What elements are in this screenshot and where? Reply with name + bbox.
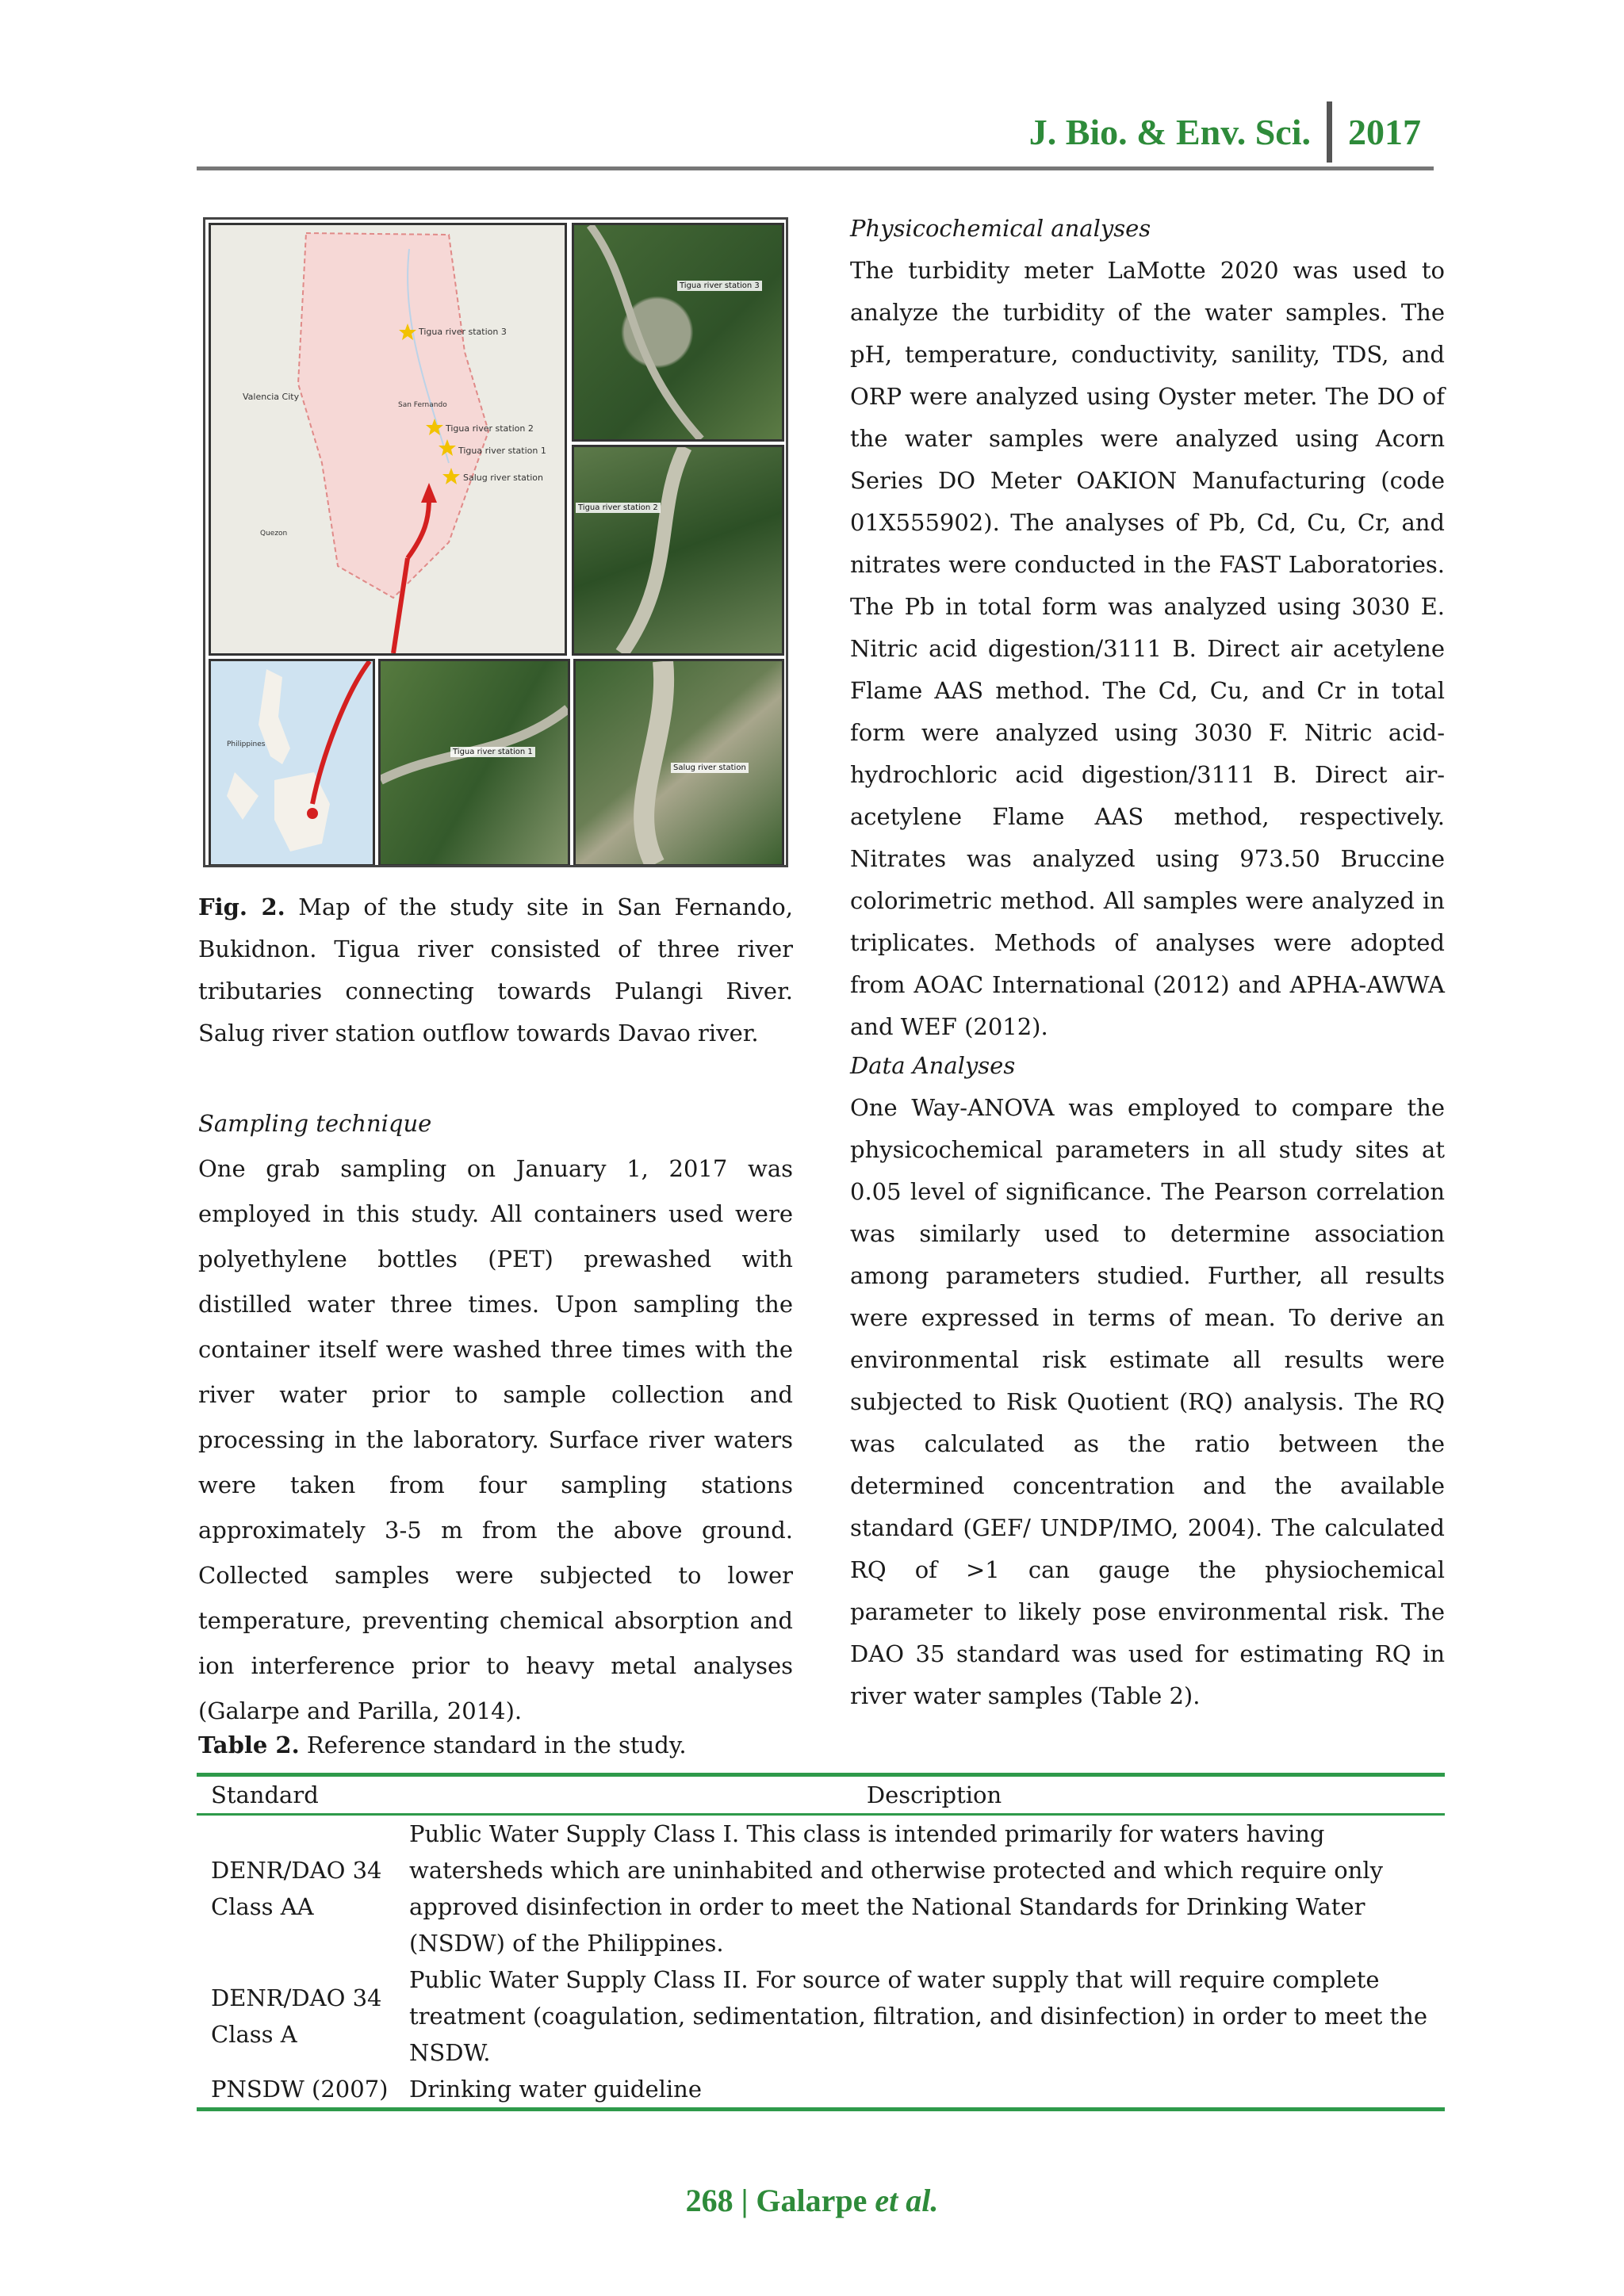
map-drawing bbox=[211, 225, 565, 653]
philippines-inset-map bbox=[209, 659, 375, 867]
caption-label: Fig. 2. bbox=[198, 894, 285, 920]
reference-standard-table bbox=[197, 1773, 1445, 2111]
map-label-quezon: Quezon bbox=[260, 530, 288, 538]
figure-2-study-site-map bbox=[203, 217, 788, 867]
table-row bbox=[197, 1815, 1445, 1962]
running-header bbox=[1029, 101, 1421, 163]
inset-label-philippines: Philippines bbox=[227, 740, 266, 748]
inset-drawing bbox=[211, 661, 373, 864]
satellite-station1 bbox=[378, 659, 570, 867]
caption-text: Map of the study site in San Fernando, Bukidnon. Tigua river consisted of three river tributaries connecting towards Pulangi River. Salug river station outflow towards Davao river. bbox=[198, 894, 793, 1047]
sat1-river bbox=[574, 225, 782, 439]
map-label-station2: Tigua river station 2 bbox=[446, 423, 534, 434]
row-description: Drinking water guideline bbox=[409, 2076, 703, 2103]
table-title bbox=[198, 1732, 687, 1758]
table-label: Table 2. bbox=[198, 1732, 300, 1758]
map-label-san-fernando: San Fernando bbox=[398, 401, 447, 409]
row-description: Public Water Supply Class II. For source of water supply that will require complete treatment (coagulation, sedimentation, filtration, and disinfection) in order to meet the NSDW. bbox=[409, 1966, 1428, 2066]
sat-label-station1: Tigua river station 1 bbox=[450, 747, 535, 757]
sampling-body: One grab sampling on January 1, 2017 was employed in this study. All containers used were polyethylene bottles (PET) prewashed with distilled water three times. Upon sampling the container itself were washed three times with the river water prior to sample collection and processing in the laboratory. Surface river waters were taken from four sampling stations approximately 3-5 m from the above ground. Collected samples were subjected to lower temperature, preventing chemical absorption and ion interference prior to heavy metal analyses (Galarpe and Parilla, 2014). bbox=[198, 1155, 793, 1724]
study-area-map bbox=[209, 223, 567, 656]
journal-name: J. Bio. & Env. Sci. bbox=[1029, 101, 1332, 163]
satellite-salug bbox=[573, 659, 784, 867]
map-label-salug: Salug river station bbox=[463, 473, 543, 483]
sat-label-station2: Tigua river station 2 bbox=[576, 503, 661, 513]
data-analyses-section bbox=[850, 1045, 1445, 1717]
data-analyses-heading: Data Analyses bbox=[850, 1052, 1016, 1079]
sat-label-salug: Salug river station bbox=[671, 763, 749, 773]
header-standard: Standard bbox=[211, 1781, 319, 1808]
physicochemical-section bbox=[850, 208, 1445, 1048]
physico-heading: Physicochemical analyses bbox=[850, 215, 1151, 242]
table-title-text: Reference standard in the study. bbox=[299, 1732, 687, 1758]
sampling-heading: Sampling technique bbox=[198, 1110, 432, 1137]
satellite-station2 bbox=[572, 445, 784, 656]
row-standard: DENR/DAO 34 Class AA bbox=[211, 1857, 382, 1920]
figure-caption bbox=[198, 886, 793, 1054]
row-standard: PNSDW (2007) bbox=[211, 2076, 389, 2103]
map-label-station1: Tigua river station 1 bbox=[458, 446, 546, 456]
map-label-valencia: Valencia City bbox=[243, 392, 300, 402]
journal-year: 2017 bbox=[1348, 112, 1421, 152]
sat-label-station3: Tigua river station 3 bbox=[677, 281, 762, 291]
footer-page: 268 | Galarpe bbox=[685, 2183, 875, 2218]
sampling-section bbox=[198, 1101, 793, 1734]
row-standard: DENR/DAO 34 Class A bbox=[211, 1984, 382, 2048]
table-header-row bbox=[197, 1775, 1445, 1815]
satellite-station3 bbox=[572, 223, 784, 442]
footer-authors: et al. bbox=[875, 2183, 939, 2218]
physico-body: The turbidity meter LaMotte 2020 was used to analyze the turbidity of the water samples. The pH, temperature, conductivity, sanility, TDS, and ORP were analyzed using Oyster meter. The DO of the water samples were analyzed using Acorn Series DO Meter OAKION Manufacturing (code 01X555902). The analyses of Pb, Cd, Cu, Cr, and nitrates were conducted in the FAST Laboratories. The Pb in total form was analyzed using 3030 E. Nitric acid digestion/3111 B. Direct air acetylene Flame AAS method. The Cd, Cu, and Cr in total form were analyzed using 3030 F. Nitric acid-hydrochloric acid digestion/3111 B. Direct air-acetylene Flame AAS method, respectively. Nitrates was analyzed using 973.50 Bruccine colorimetric method. All samples were analyzed in triplicates. Methods of analyses were adopted from AOAC International (2012) and APHA-AWWA and WEF (2012). bbox=[850, 257, 1445, 1040]
page-footer bbox=[0, 2182, 1624, 2219]
data-analyses-body: One Way-ANOVA was employed to compare the physicochemical parameters in all study sites at 0.05 level of significance. The Pearson correlation was similarly used to determine association among parameters studied. Further, all results were expressed in terms of mean. To derive an environmental risk estimate all results were subjected to Risk Quotient (RQ) analysis. The RQ was calculated as the ratio between the determined concentration and the available standard (GEF/ UNDP/IMO, 2004). The calculated RQ of >1 can gauge the physiochemical parameter to likely pose environmental risk. The DAO 35 standard was used for estimating RQ in river water samples (Table 2). bbox=[850, 1094, 1445, 1709]
map-label-station3: Tigua river station 3 bbox=[419, 327, 507, 337]
table-row bbox=[197, 2071, 1445, 2110]
sat2-river bbox=[574, 447, 782, 653]
sat3-river bbox=[381, 661, 568, 864]
header-rule bbox=[197, 166, 1434, 170]
header-description: Description bbox=[866, 1781, 1002, 1808]
table-row bbox=[197, 1961, 1445, 2071]
row-description: Public Water Supply Class I. This class is intended primarily for waters having watersheds which are uninhabited and otherwise protected and which require only approved disinfection in order to meet the National Standards for Drinking Water (NSDW) of the Philippines. bbox=[409, 1820, 1384, 1957]
